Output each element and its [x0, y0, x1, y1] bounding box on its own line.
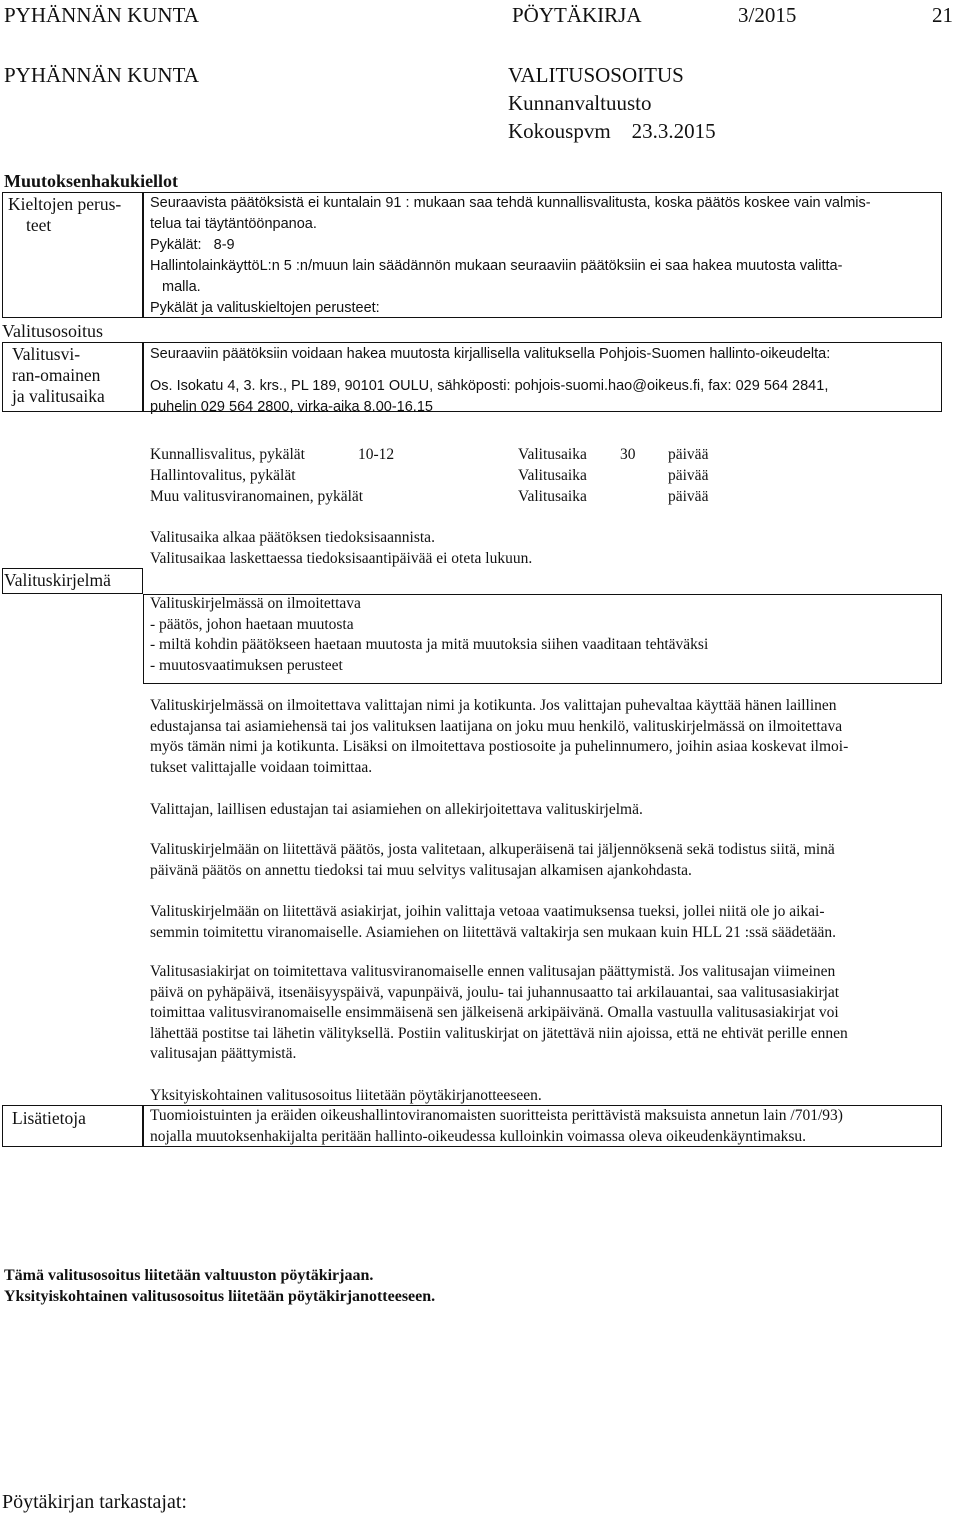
footer-note: Tämä valitusosoitus liitetään valtuuston pöytäkirjaan. Yksityiskohtainen valitusosoitus liitetään pöytäkirjanotteeseen. [4, 1267, 436, 1305]
restrictions-heading: Muutoksenhakukiellot [4, 171, 179, 191]
header-body: Kunnanvaltuusto [508, 91, 652, 115]
more-info-label: Lisätietoja [12, 1108, 86, 1128]
appeal-time-row: Kunnallisvalitus, pykälät 10-12 Valitusaika 30 päivää [150, 446, 709, 463]
more-info-text: Tuomioistuinten ja eräiden oikeushallintoviranomaisten suoritteista perittävistä maksuista annetun lain /701/93) nojalla muutoksenhakijalta peritään hallinto-oikeudessa kulloinkin voimassa oleva oikeudenkäyntimaksu. [150, 1107, 843, 1145]
restrictions-label: Kieltojen perus- teet [8, 194, 122, 235]
appeal-time-row: Muu valitusviranomainen, pykälät Valitusaika päivää [150, 488, 709, 505]
appeal-start-note: Valitusaika alkaa päätöksen tiedoksisaannista. Valitusaikaa laskettaessa tiedoksisaantipäivää ei oteta lukuun. [150, 529, 533, 567]
appeal-document-paragraph-1: Valituskirjelmässä on ilmoitettava valittajan nimi ja kotikunta. Jos valittajan puhevaltaa käyttää hänen laillinen edustajansa tai asiamiehensä tai jos valituksen laatijana on joku muu henkilö, valituskirjelmässä on ilmoitettava myös tämän nimi ja kotikunta. Lisäksi on ilmoitettava postiosoite ja puhelinnumero, joihin asiaa koskevat ilmoi- tukset valittajalle voidaan toimittaa. [150, 697, 849, 776]
header-page-number: 21 [932, 3, 953, 27]
appeal-document-paragraph-5: Valitusasiakirjat on toimitettava valitusviranomaiselle ennen valitusajan päättymistä. Jos valitusajan viimeinen päivä on pyhäpäivä, itsenäisyyspäivä, vapunpäivä, joulu- tai juhannusaatto tai arkilauantai, saa valitusasiakirjat toimittaa valitusviranomaiselle ensimmäisenä sen jälkeisenä arkipäivänä. Omalla vastuulla valitusasiakirjat voi lähettää postitse tai lähetin välityksellä. Postiin valituskirjat on jätettävä niin ajoissa, että ne ehtivät perille ennen valitusajan päättymistä. [150, 963, 848, 1062]
appeal-document-paragraph-2: Valittajan, laillisen edustajan tai asiamiehen on allekirjoitettava valituskirjelmä. [150, 801, 643, 818]
appeal-document-requirements: Valituskirjelmässä on ilmoitettava - päätös, johon haetaan muutosta - miltä kohdin päätökseen haetaan muutosta ja mitä muutoksia siihen vaaditaan tehtäväksi - muutosvaatimuksen perusteet [150, 595, 709, 674]
header-municipality: PYHÄNNÄN KUNTA [4, 3, 199, 27]
appeal-document-extract-note: Yksityiskohtainen valitusosoitus liitetään pöytäkirjanotteeseen. [150, 1087, 542, 1104]
footer-inspectors: Pöytäkirjan tarkastajat: [2, 1491, 187, 1513]
page-title: VALITUSOSOITUS [508, 63, 684, 87]
appeal-document-label: Valituskirjelmä [4, 570, 111, 590]
appeal-authority-label: Valitusvi- ran-omainen ja valitusaika [12, 344, 105, 406]
appeal-heading: Valitusosoitus [2, 321, 104, 341]
restrictions-text: Seuraavista päätöksistä ei kuntalain 91 : mukaan saa tehdä kunnallisvalitusta, koska päätös koskee vain valmis- telua tai täytäntöönpanoa. Pykälät: 8-9 HallintolainkäyttöL:n 5 :n/muun lain säädännön mukaan seuraaviin päätöksiin ei saa hakea muutosta valitta- malla. Pykälät ja valituskieltojen perusteet: [150, 195, 871, 316]
appeal-document-paragraph-4: Valituskirjelmään on liitettävä asiakirjat, joihin valittaja vetoaa vaatimuksensa tueksi, jollei niitä ole jo aikai- semmin toimitettu viranomaiselle. Asiamiehen on liitettävä valtakirja sen mukaan kuin HLL 21 :ssä säädetään. [150, 903, 836, 941]
header-doc-number: 3/2015 [738, 3, 797, 27]
appeal-intro: Seuraaviin päätöksiin voidaan hakea muutosta kirjallisella valituksella Pohjois-Suomen hallinto-oikeudelta: [150, 346, 831, 362]
appeal-document-paragraph-3: Valituskirjelmään on liitettävä päätös, josta valitetaan, alkuperäisenä tai jäljennöksenä sekä todistus siitä, minä päivänä päätös on annettu tiedoksi tai muu selvitys valitusajan alkamisen ajankohdasta. [150, 841, 835, 879]
header-municipality-2: PYHÄNNÄN KUNTA [4, 63, 199, 87]
header-doc-type: PÖYTÄKIRJA [512, 3, 642, 27]
appeal-time-row: Hallintovalitus, pykälät Valitusaika päivää [150, 467, 709, 484]
appeal-address: Os. Isokatu 4, 3. krs., PL 189, 90101 OULU, sähköposti: pohjois-suomi.hao@oikeus.fi, fax: 029 564 2841, puhelin 029 564 2800, virka-aika 8.00-16.15 [150, 378, 829, 415]
header-meeting-date: Kokouspvm 23.3.2015 [508, 119, 716, 143]
